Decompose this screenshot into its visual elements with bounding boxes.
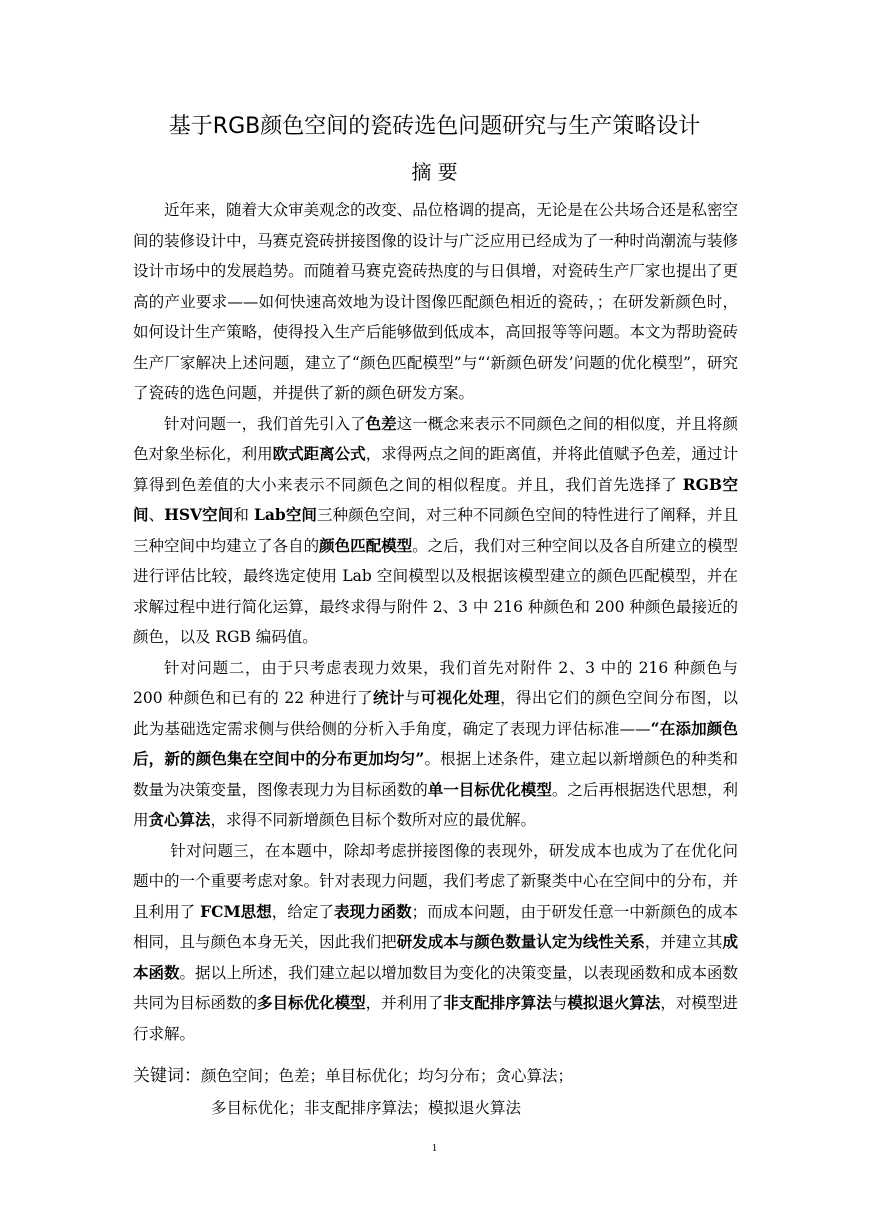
- text-run: 三种颜色空间，对三种不同颜色空间的特性进行了阐释，并且三种空间中均建立了各自的: [133, 506, 738, 555]
- text-run: 。据以上所述，我们建立起以增加数目为变化的决策变量，以表现函数和成本函数共同为目标函数的: [133, 963, 738, 1012]
- bold-term: 可视化处理: [420, 688, 501, 707]
- keywords-list-2: 多目标优化；非支配排序算法；模拟退火算法: [211, 1099, 522, 1117]
- text-run: 。根据上述条件，建立起以新增颜色的种类和数量为决策变量，图像表现力为目标函数的: [133, 750, 738, 799]
- abstract-paragraph-2: [133, 409, 738, 653]
- bold-term: 表现力函数: [333, 901, 412, 921]
- text-run: ，给定了: [271, 902, 334, 921]
- text-run: 针对问题三，在本题中，除却考虑拼接图像的表现外，研发成本也成为了在优化问题中的一个重要考虑对象。针对表现力问题，我们考虑了新聚类中心在空间中的分布，并且利用了: [133, 841, 738, 921]
- text-run: 针对问题二，由于只考虑表现力效果，我们首先对附件 2、3 中的 216 种颜色与 200 种颜色和已有的 22 种进行了: [133, 658, 738, 707]
- text-run: ；而成本问题，由于研发任意一中新颜色的成本相同，且与颜色本身无关，因此我们把: [133, 902, 738, 951]
- text-run: 与: [404, 689, 421, 707]
- text-run: ，求得不同新增颜色目标个数所对应的最优解。: [210, 811, 537, 829]
- keywords-line-1: [133, 1060, 738, 1092]
- bold-term: FCM思想: [200, 901, 272, 921]
- keywords-list-1: 颜色空间；色差；单目标优化；均匀分布；贪心算法；: [201, 1067, 574, 1085]
- text-run: 这一概念来表示不同颜色之间的相似度，并且将颜色对象坐标化，利用: [133, 414, 738, 463]
- bold-term: 研发成本与颜色数量认定为线性关系: [396, 932, 645, 951]
- bold-term: HSV空间: [164, 505, 234, 524]
- text-run: 与: [551, 994, 568, 1012]
- text-run: ，得出它们的颜色空间分布图，以此为基础选定需求侧与供给侧的分析入手角度，确定了表现力评估标准——: [133, 689, 738, 738]
- bold-term: 贪心算法: [148, 810, 211, 829]
- bold-term: Lab空间: [253, 505, 318, 524]
- bold-term: RGB空间: [133, 474, 738, 524]
- bold-term: 单一目标优化模型: [427, 779, 552, 799]
- bold-term: 欧式距离公式: [272, 444, 366, 463]
- text-run: 。之后，我们对三种空间以及各自所建立的模型进行评估比较，最终选定使用 Lab 空间模型以及根据该模型建立的颜色匹配模型，并在求解过程中进行简化运算，最终求得与附件 2、3 中 216 种颜色和 200 种颜色最接近的颜色，以及 RGB 编码值。: [133, 536, 738, 646]
- abstract-paragraph-1: [133, 195, 738, 409]
- text-run: 针对问题一，我们首先引入了: [164, 414, 366, 433]
- paper-title: 基于RGB颜色空间的瓷砖选色问题研究与生产策略设计: [168, 114, 701, 139]
- bold-term: 模拟退火算法: [567, 993, 661, 1012]
- bold-term: 颜色匹配模型: [319, 535, 413, 555]
- text-run: ，并利用了: [365, 994, 444, 1012]
- abstract-body: [133, 195, 738, 1049]
- text-run: ，对模型进行求解。: [133, 994, 738, 1043]
- abstract-heading: 摘 要: [411, 160, 458, 184]
- text-run: 和: [233, 506, 254, 524]
- bold-term: 色差: [365, 413, 397, 433]
- bold-term: “在添加颜色后，新的颜色集在空间中的分布更加均匀”: [133, 718, 738, 768]
- abstract-paragraph-4: [133, 836, 738, 1050]
- keywords-label: 关键词：: [133, 1066, 201, 1086]
- text-run: ，求得两点之间的距离值，并将此值赋予色差，通过计算得到色差值的大小来表示不同颜色之间的相似程度。并且，我们首先选择了: [133, 445, 738, 494]
- page-number: 1: [431, 1142, 438, 1154]
- bold-term: 成本函数: [133, 932, 738, 982]
- bold-term: 非支配排序算法: [443, 993, 552, 1012]
- keywords-line-2: [133, 1092, 738, 1124]
- text-run: 。之后再根据迭代思想，利用: [133, 780, 738, 829]
- text-run: ，并建立其: [644, 933, 723, 951]
- text-run: 近年来，随着大众审美观念的改变、品位格调的提高，无论是在公共场合还是私密空间的装修设计中，马赛克瓷砖拼接图像的设计与广泛应用已经成为了一种时尚潮流与装修设计市场中的发展趋势。而随着马赛克瓷砖热度的与日俱增，对瓷砖生产厂家也提出了更高的产业要求——如何快速高效地为设计图像匹配颜色相近的瓷砖，；在研发新颜色时，如何设计生产策略，使得投入生产后能够做到低成本，高回报等等问题。本文为帮助瓷砖生产厂家解决上述问题，建立了“颜色匹配模型”与“‘新颜色研发’问题的优化模型”，研究了瓷砖的选色问题，并提供了新的颜色研发方案。: [133, 201, 738, 402]
- text-run: 、: [148, 506, 165, 524]
- bold-term: 统计: [372, 688, 405, 707]
- keywords-block: [133, 1060, 738, 1124]
- bold-term: 多目标优化模型: [257, 993, 366, 1012]
- abstract-paragraph-3: [133, 653, 738, 836]
